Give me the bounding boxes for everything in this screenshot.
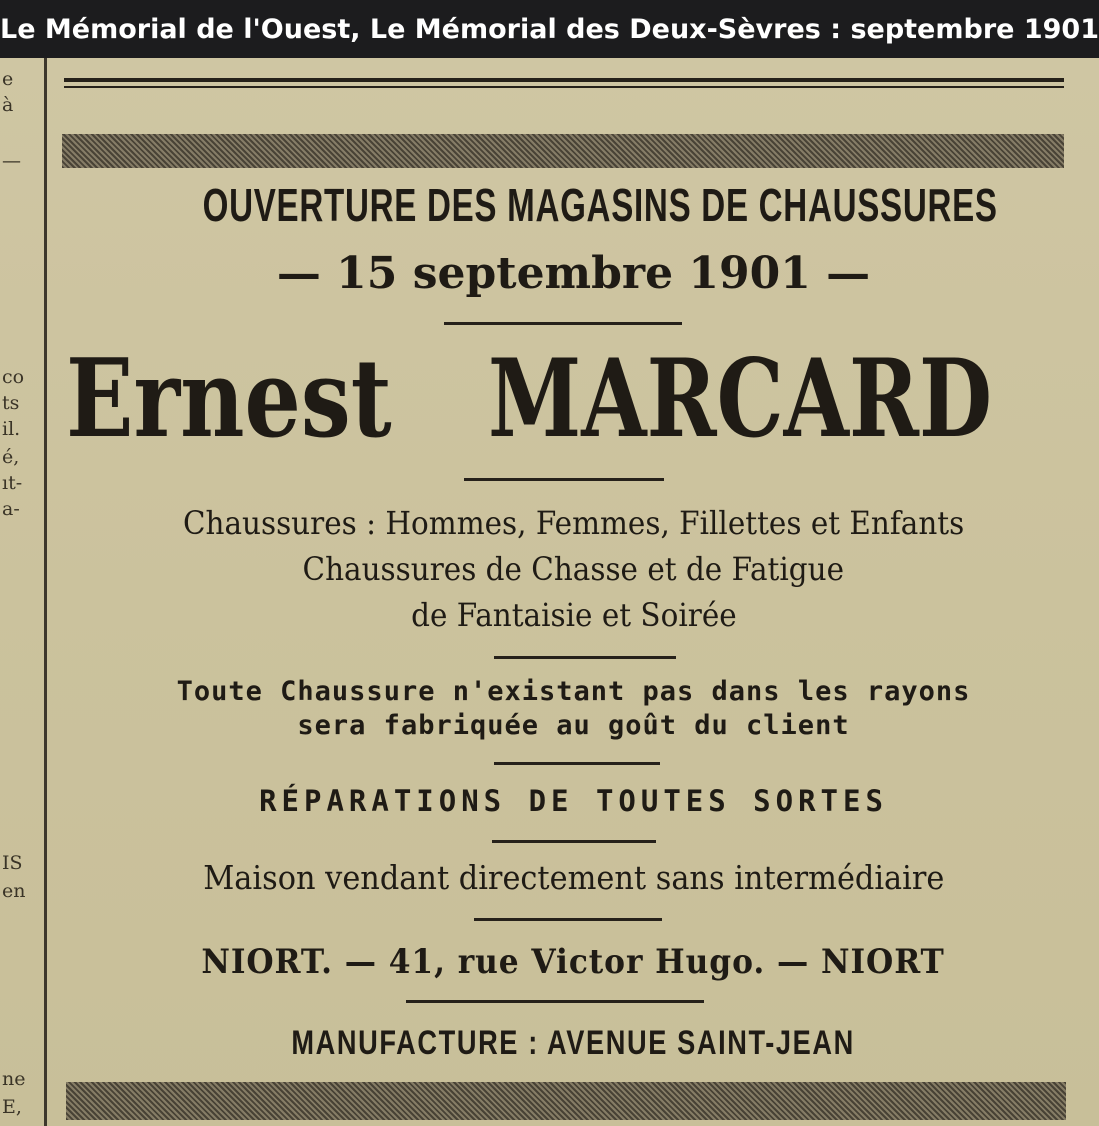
product-line-2: [48, 550, 1099, 588]
advertisement: [48, 58, 1099, 1126]
separator: [406, 1000, 704, 1003]
adjacent-column-fragments: [0, 58, 42, 1126]
fragment-text: —: [2, 150, 21, 172]
ad-headline: OUVERTURE DES MAGASINS DE CHAUSSURES: [202, 179, 998, 231]
fragment-text: ıt-: [2, 472, 23, 494]
headline-row: [48, 178, 1099, 232]
direct-sale-text: Maison vendant directement sans intermédiaire: [202, 858, 945, 897]
fragment-text: en: [2, 880, 26, 902]
product-line-3: [48, 596, 1099, 634]
merchant-last-name: MARCARD: [488, 336, 993, 462]
product-text: Chaussures de Chasse et de Fatigue: [302, 550, 845, 588]
separator: [494, 762, 660, 765]
fragment-text: il.: [2, 418, 21, 440]
manufacture-row: [48, 1024, 1099, 1063]
separator: [474, 918, 662, 921]
manufacture-text: MANUFACTURE : AVENUE SAINT-JEAN: [291, 1024, 856, 1062]
separator: [492, 840, 656, 843]
fragment-text: ts: [2, 392, 20, 414]
fragment-text: ne: [2, 1068, 26, 1090]
separator: [444, 322, 682, 325]
custom-notice-text: Toute Chaussure n'existant pas dans les rayons: [176, 676, 971, 707]
direct-sale-row: [48, 858, 1099, 897]
product-text: Chaussures : Hommes, Femmes, Fillettes et Enfants: [182, 504, 965, 542]
merchant-first-name: Ernest: [66, 336, 392, 462]
fragment-text: à: [2, 94, 14, 116]
fragment-text: E,: [2, 1096, 22, 1118]
fragment-text: e: [2, 68, 14, 90]
product-text: de Fantaisie et Soirée: [410, 596, 737, 634]
column-divider: [44, 58, 47, 1126]
product-line-1: [48, 504, 1099, 542]
address-text: NIORT. — 41, rue Victor Hugo. — NIORT: [201, 942, 946, 982]
page-header: [0, 0, 1099, 58]
opening-date: — 15 septembre 1901 —: [276, 248, 871, 299]
custom-notice-line-2: [48, 710, 1099, 741]
repairs-text: RÉPARATIONS DE TOUTES SORTES: [259, 784, 888, 818]
custom-notice-text: sera fabriquée au goût du client: [297, 710, 850, 741]
separator: [464, 478, 664, 481]
ornamental-border-bottom: [66, 1082, 1066, 1120]
document-title: Le Mémorial de l'Ouest, Le Mémorial des Deux-Sèvres : septembre 1901: [0, 13, 1099, 45]
newspaper-page: [0, 58, 1099, 1126]
custom-notice-line-1: [48, 676, 1099, 707]
repairs-row: [48, 784, 1099, 818]
date-row: [48, 248, 1099, 299]
fragment-text: é,: [2, 446, 20, 468]
merchant-name-row: [48, 336, 1099, 462]
address-row: [48, 942, 1099, 982]
fragment-text: a-: [2, 498, 20, 520]
separator: [494, 656, 676, 659]
fragment-text: IS: [2, 852, 23, 874]
fragment-text: co: [2, 366, 25, 388]
